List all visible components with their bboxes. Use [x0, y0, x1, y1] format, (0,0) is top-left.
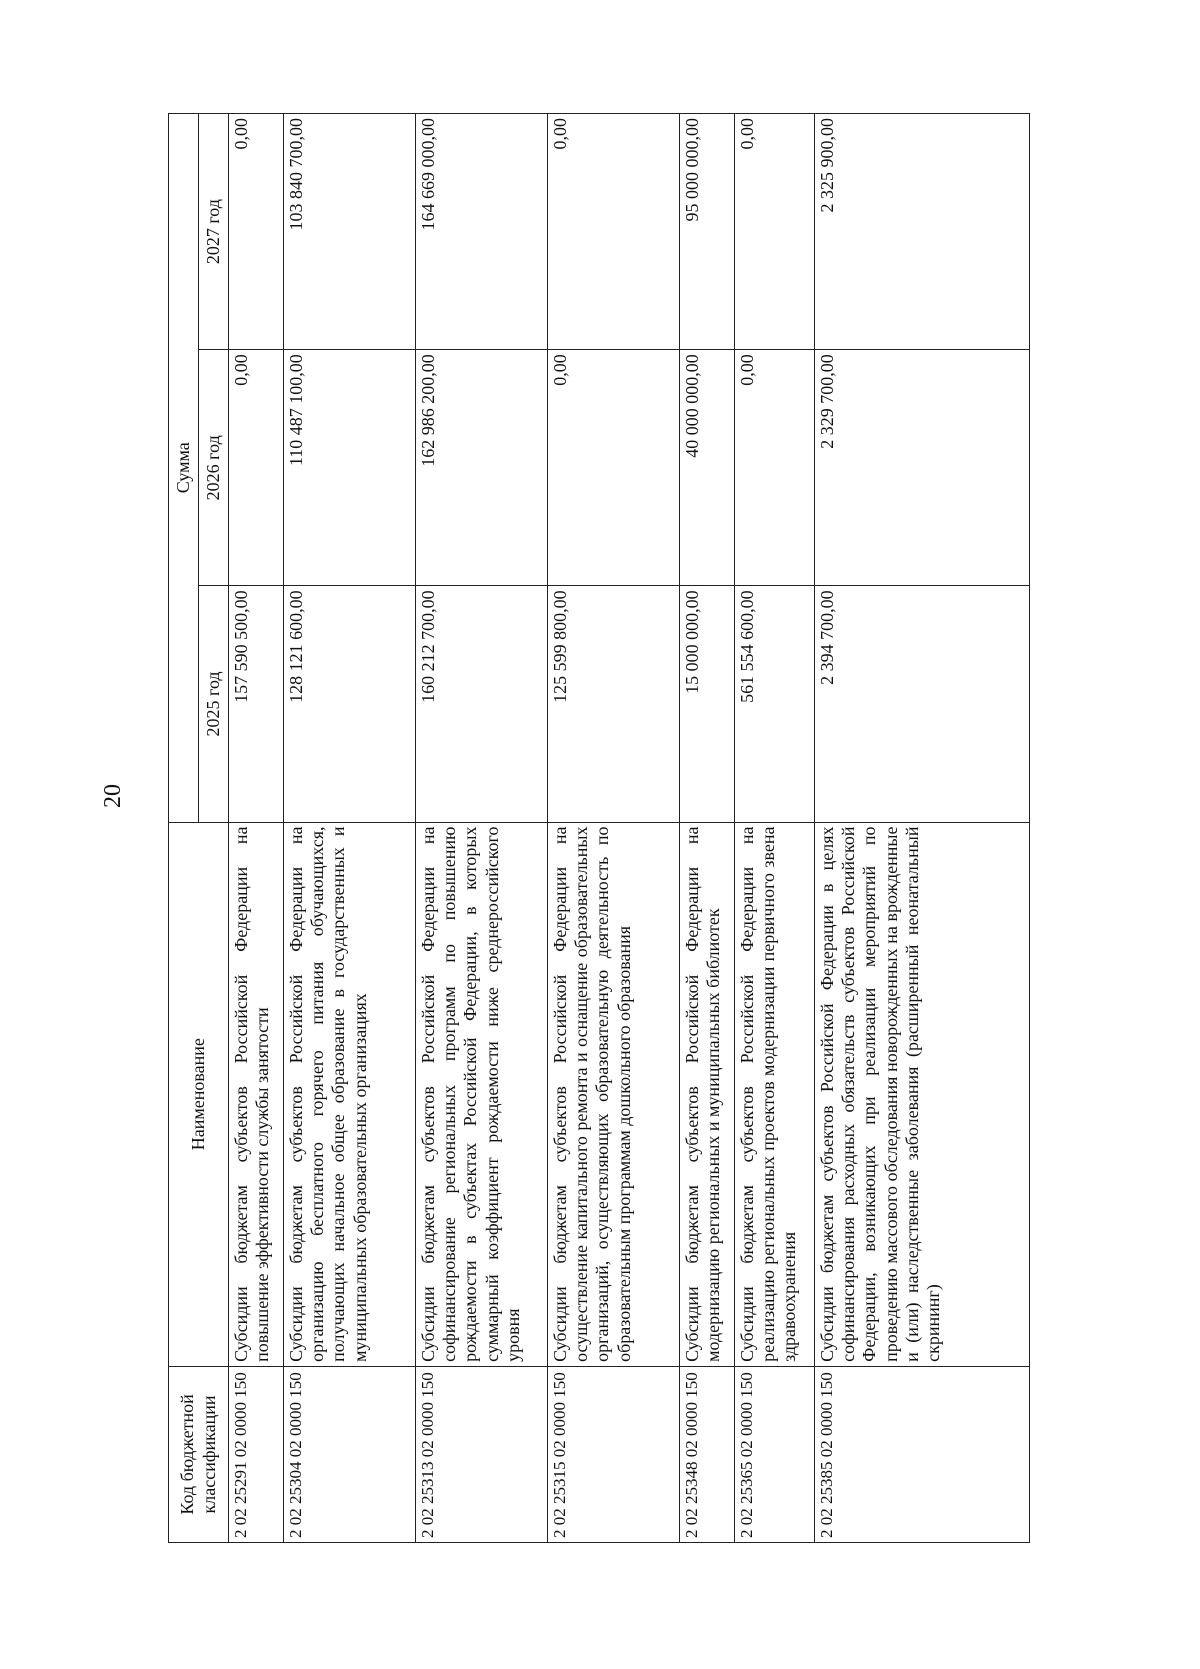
row-amount-2027: 95 000 000,00: [680, 114, 735, 350]
row-code: 2 02 25313 02 0000 150: [416, 1366, 548, 1542]
table-row: [548, 114, 680, 1543]
row-amount-2027: 0,00: [229, 114, 284, 350]
page-number: 20: [100, 784, 126, 808]
row-amount-2026: 162 986 200,00: [416, 350, 548, 586]
row-code: 2 02 25315 02 0000 150: [548, 1366, 680, 1542]
budget-table: [168, 113, 1030, 1543]
row-amount-2026: 40 000 000,00: [680, 350, 735, 586]
row-amount-2025: 160 212 700,00: [416, 586, 548, 822]
row-amount-2026: 110 487 100,00: [284, 350, 416, 586]
row-name: Субсидии бюджетам субъектов Российской Федерации на модернизацию региональных и муниципальных библиотек: [680, 822, 735, 1366]
header-year-2027: 2027 год: [199, 114, 229, 350]
row-amount-2026: 0,00: [735, 350, 815, 586]
header-code: Код бюджетной классификации: [169, 1366, 229, 1542]
row-code: 2 02 25304 02 0000 150: [284, 1366, 416, 1542]
table-row: [284, 114, 416, 1543]
table-row: [815, 114, 1030, 1543]
row-amount-2027: 2 325 900,00: [815, 114, 1030, 350]
row-code: 2 02 25348 02 0000 150: [680, 1366, 735, 1542]
row-amount-2026: 0,00: [548, 350, 680, 586]
row-amount-2026: 2 329 700,00: [815, 350, 1030, 586]
row-name: Субсидии бюджетам субъектов Российской Федерации на реализацию региональных проектов модернизации первичного звена здравоохранения: [735, 822, 815, 1366]
row-name: Субсидии бюджетам субъектов Российской Федерации на организацию бесплатного горячего питания обучающихся, получающих начальное общее образование в государственных и муниципальных образовательных организациях: [284, 822, 416, 1366]
row-amount-2025: 15 000 000,00: [680, 586, 735, 822]
row-amount-2027: 103 840 700,00: [284, 114, 416, 350]
row-amount-2027: 0,00: [735, 114, 815, 350]
table-row: [416, 114, 548, 1543]
row-name: Субсидии бюджетам субъектов Российской Федерации на софинансирование региональных программ по повышению рождаемости в субъектах Российской Федерации, в которых суммарный коэффициент рождаемости ниже среднероссийского уровня: [416, 822, 548, 1366]
header-year-2026: 2026 год: [199, 350, 229, 586]
table-row: [735, 114, 815, 1543]
row-code: 2 02 25385 02 0000 150: [815, 1366, 1030, 1542]
row-name: Субсидии бюджетам субъектов Российской Федерации в целях софинансирования расходных обязательств субъектов Российской Федерации, возникающих при реализации мероприятий по проведению массового обследования новорожденных на врожденные и (или) наследственные заболевания (расширенный неонатальный скрининг): [815, 822, 1030, 1366]
row-amount-2027: 164 669 000,00: [416, 114, 548, 350]
rotated-table-sheet: [168, 113, 1030, 1543]
row-amount-2025: 561 554 600,00: [735, 586, 815, 822]
row-code: 2 02 25291 02 0000 150: [229, 1366, 284, 1542]
row-code: 2 02 25365 02 0000 150: [735, 1366, 815, 1542]
row-name: Субсидии бюджетам субъектов Российской Федерации на повышение эффективности службы занятости: [229, 822, 284, 1366]
header-name: Наименование: [169, 822, 229, 1366]
table-row: [680, 114, 735, 1543]
row-amount-2026: 0,00: [229, 350, 284, 586]
row-amount-2027: 0,00: [548, 114, 680, 350]
row-name: Субсидии бюджетам субъектов Российской Федерации на осуществление капитального ремонта и оснащение образовательных организаций, осуществляющих образовательную деятельность по образовательным программам дошкольного образования: [548, 822, 680, 1366]
header-sum: Сумма: [169, 114, 199, 823]
row-amount-2025: 157 590 500,00: [229, 586, 284, 822]
table-row: [229, 114, 284, 1543]
row-amount-2025: 128 121 600,00: [284, 586, 416, 822]
header-year-2025: 2025 год: [199, 586, 229, 822]
row-amount-2025: 125 599 800,00: [548, 586, 680, 822]
row-amount-2025: 2 394 700,00: [815, 586, 1030, 822]
